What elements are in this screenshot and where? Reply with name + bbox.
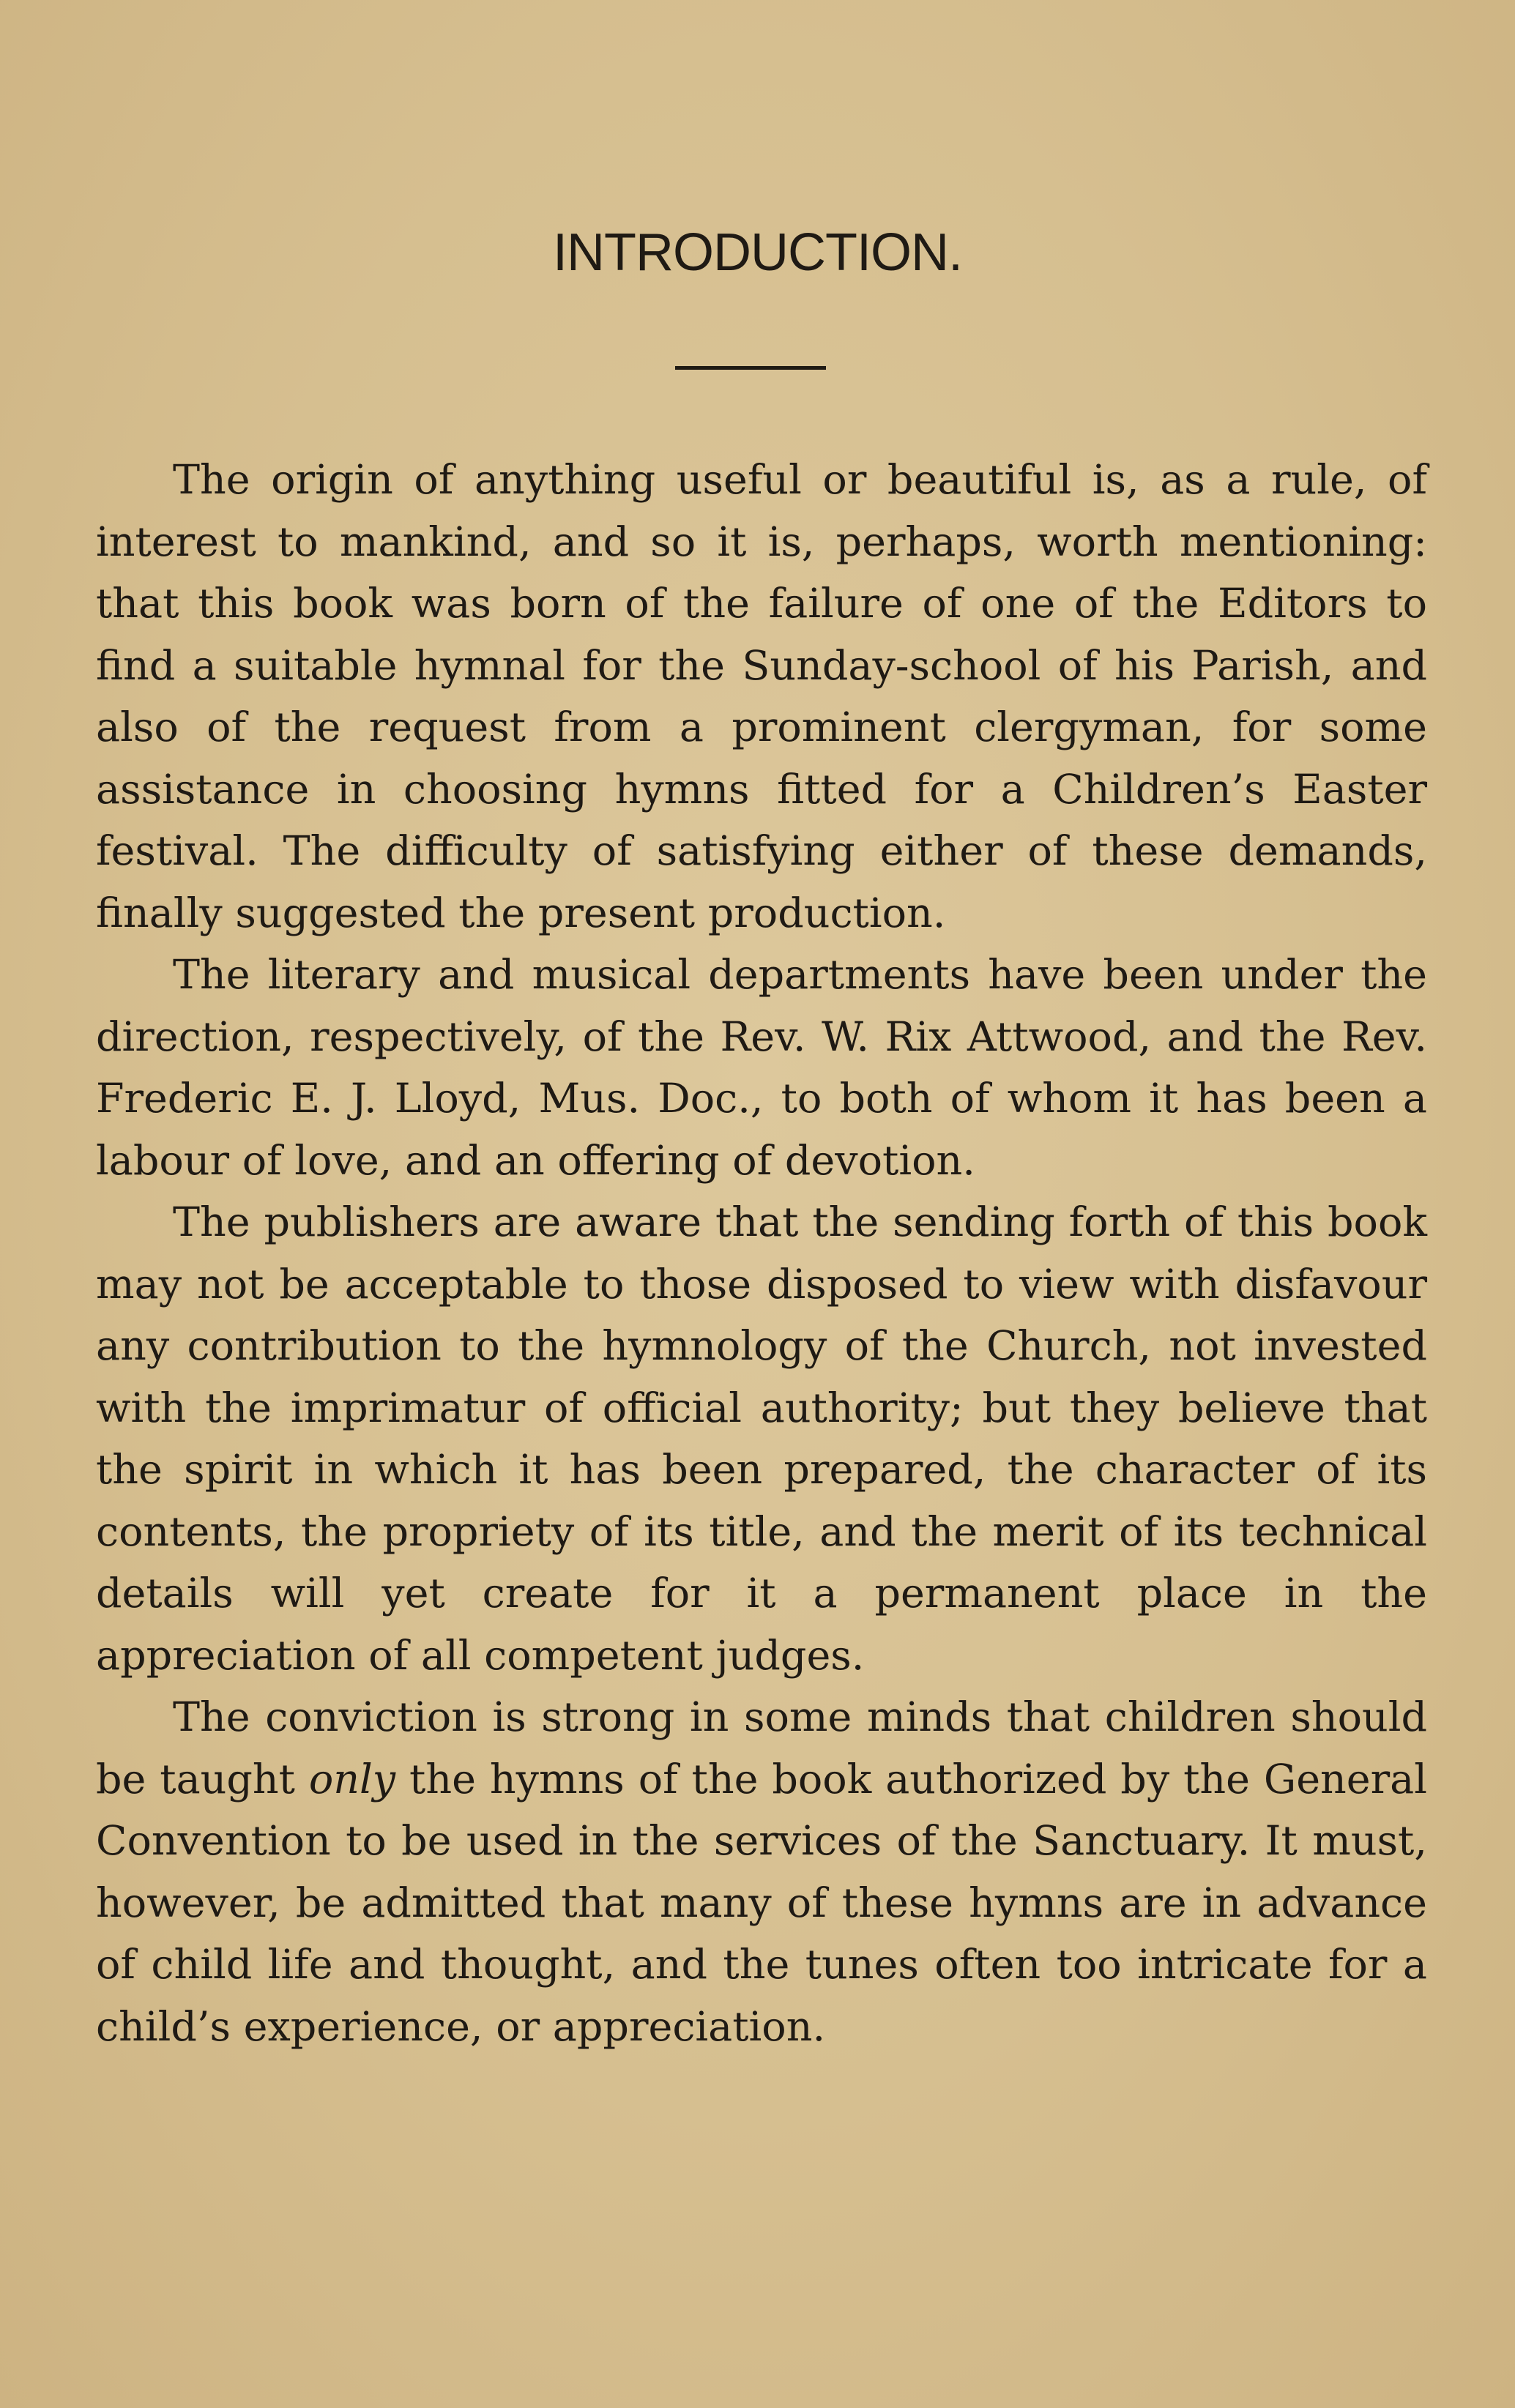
paragraph-conviction-after: the hymns of the book authorized by the General Convention to be used in the services of the Sanctuary. It must, however, be admitted that many of these hymns are in advance of child life and thought, and the tunes often too intricate for a child’s experience, or appreciation. — [96, 1755, 1427, 2051]
paragraph-conviction — [96, 1687, 1427, 2058]
page-title: INTRODUCTION. — [553, 223, 962, 282]
title-rule-divider — [675, 366, 826, 370]
paragraph-origin: The origin of anything useful or beautiful is, as a rule, of interest to mankind, and so it is, perhaps, worth mentioning: that this book was born of the failure of one of the Editors to find a suitable hymnal for the Sunday-school of his Parish, and also of the request from a prominent clergyman, for some assistance in choosing hymns fitted for a Children’s Easter festival. The difficulty of satisfying either of these demands, finally suggested the present production. — [96, 456, 1427, 937]
introduction-body — [96, 450, 1427, 2058]
paragraph-conviction-emphasis: only — [308, 1755, 396, 1803]
paragraph-departments: The literary and musical departments have been under the direction, respectively, of the Rev. W. Rix Attwood, and the Rev. Frederic E. J. Lloyd, Mus. Doc., to both of whom it has been a labour of love, and an offering of devotion. — [96, 951, 1427, 1185]
paragraph-publishers: The publishers are aware that the sending forth of this book may not be acceptable to those disposed to view with disfavour any contribution to the hymnology of the Church, not invested with the imprimatur of official authority; but they believe that the spirit in which it has been prepared, the character of its contents, the propriety of its title, and the merit of its technical details will yet create for it a permanent place in the appreciation of all competent judges. — [96, 1199, 1427, 1680]
paragraph-conviction-before: The conviction is strong in some minds that children should be taught — [96, 1693, 1427, 1803]
